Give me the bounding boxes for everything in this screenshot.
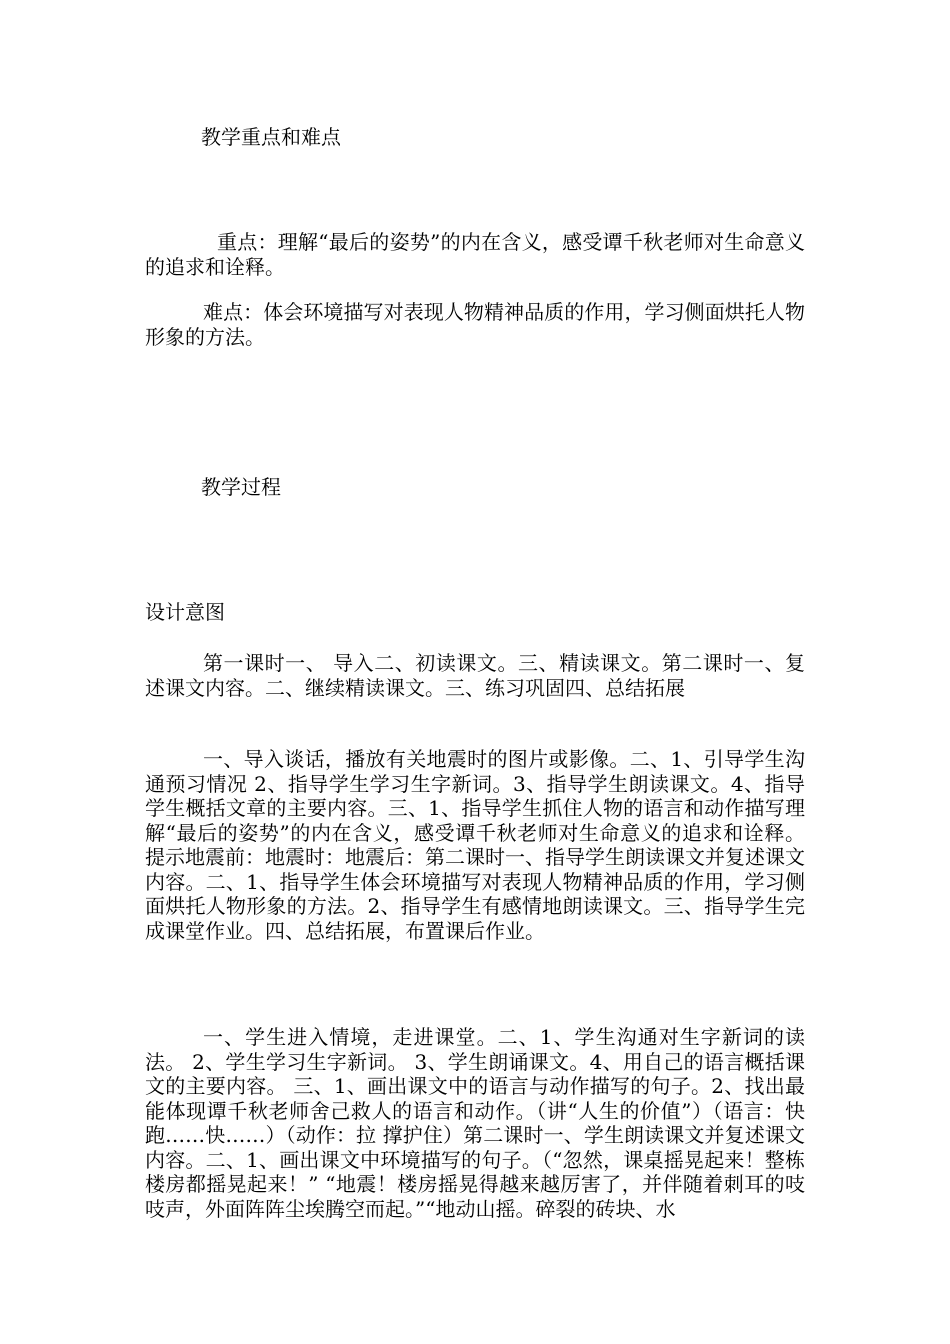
focus-heading: 教学重点和难点 (201, 125, 341, 149)
process-heading: 教学过程 (201, 475, 281, 499)
student-activities-paragraph: 一、学生进入情境，走进课堂。二、1、学生沟通对生字新词的读法。 2、学生学习生字新词。 3、学生朗诵课文。4、用自己的语言概括课文的主要内容。 三、1、画出课文中的语言与动作描写的句子。2、找出最能体现谭千秋老师舍己救人的语言和动作。（讲“人生的价值”）（语言：快跑……快……）（动作：拉 撑护住）第二课时一、学生朗读课文并复述课文内容。二、1、画出课文中环境描写的句子。（“忽然，课桌摇晃起来！整栋楼房都摇晃起来！” “地震！楼房摇晃得越来越厉害了，并伴随着刺耳的吱吱声，外面阵阵尘埃腾空而起。”“地动山摇。碎裂的砖块、水 (145, 1025, 805, 1221)
outline-paragraph: 第一课时一、 导入二、初读课文。三、精读课文。第二课时一、复述课文内容。二、继续精读课文。三、练习巩固四、总结拓展 (145, 651, 805, 700)
teacher-activities-paragraph: 一、导入谈话，播放有关地震时的图片或影像。二、1、引导学生沟通预习情况 2、指导学生学习生字新词。3、指导学生朗读课文。4、指导学生概括文章的主要内容。三、1、指导学生抓住人物的语言和动作描写理解“最后的姿势”的内在含义，感受谭千秋老师对生命意义的追求和诠释。提示地震前：地震时：地震后：第二课时一、指导学生朗读课文并复述课文内容。二、1、指导学生体会环境描写对表现人物精神品质的作用，学习侧面烘托人物形象的方法。2、指导学生有感情地朗读课文。三、指导学生完成课堂作业。四、总结拓展，布置课后作业。 (145, 747, 805, 943)
difficulty-paragraph: 难点：体会环境描写对表现人物精神品质的作用，学习侧面烘托人物形象的方法。 (145, 300, 805, 349)
key-point-paragraph: 重点：理解“最后的姿势”的内在含义，感受谭千秋老师对生命意义的追求和诠释。 (145, 230, 805, 279)
design-heading: 设计意图 (145, 600, 225, 624)
